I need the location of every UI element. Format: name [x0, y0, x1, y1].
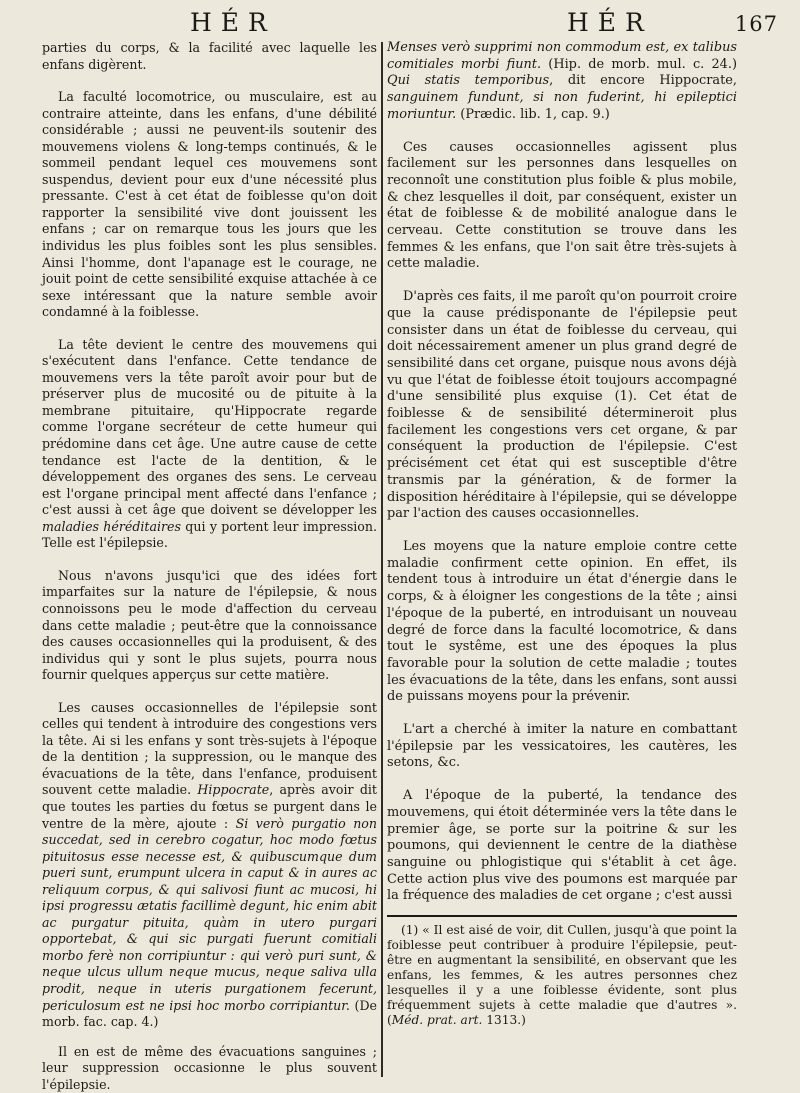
paragraph: parties du corps, & la facilité avec laquelle les enfans digèrent. [42, 40, 377, 72]
footnote-text: 1313.) [482, 1013, 526, 1028]
latin-quote: Qui statis temporibus [387, 73, 550, 89]
latin-quote: sanguinem fundunt, si non fuderint, hi epileptici moriuntur. [387, 90, 737, 122]
footnote-rule [387, 915, 737, 917]
running-head-left: HÉR [190, 8, 276, 37]
paragraph: La faculté locomotrice, ou musculaire, est au contraire atteinte, dans les enfans, d'une débilité considérable ; aussi ne peuvent-ils soutenir des mouvemens violens & long-temps continués, & le sommeil pendant lequel ces mouvemens sont suspendus, devient pour eux d'une nécessité plus pressante. C'est à cet état de foiblesse qu'on doit rapporter la sensibilité vive dont jouissent les enfans ; car on remarque tous les jours que les individus les plus foibles sont les plus sensibles. Ainsi l'homme, dont l'apanage est le courage, ne jouit point de cette sensibilité exquise attachée à ce sexe intéressant que la nature semble avoir condamné à la foiblesse. [42, 89, 377, 320]
paragraph: Nous n'avons jusqu'ici que des idées fort imparfaites sur la nature de l'épilepsie, & nous connoissons peu le mode d'affection du cerveau dans cette maladie ; peut-être que la connoissance des causes occasionnelles qui la produisent, & des individus qui y sont le plus sujets, pourra nous fournir quelques apperçus sur cette matière. [42, 567, 377, 683]
paragraph: A l'époque de la puberté, la tendance des mouvemens, qui étoit déterminée vers la tête dans le premier âge, se porte sur la poitrine & sur les poumons, qui deviennent le centre de la diathèse sanguine ou phlogistique qui s'établit à cet âge. Cette action plus vive des poumons est marquée par la fréquence des maladies de cet organe ; c'est aussi [387, 788, 737, 904]
left-column [42, 40, 377, 1093]
citation: (Hip. de morb. mul. c. 24.) [541, 56, 737, 72]
paragraph: D'après ces faits, il me paroît qu'on pourroit croire que la cause prédisponante de l'épilepsie peut consister dans un état de foiblesse du cerveau, qui doit nécessairement amener un plus grand degré de sensibilité dans cet organe, puisque nous avons déjà vu que l'état de foiblesse étoit toujours accompagné d'une sensibilité plus exquise (1). Cet état de foiblesse & de sensibilité détermineroit plus facilement les congestions vers cet organe, & par conséquent la production de l'épilepsie. C'est précisément cet état qui est susceptible d'être transmis par la génération, & de former la disposition héréditaire à l'épilepsie, qui se développe par l'action des causes occasionnelles. [387, 289, 737, 522]
citation: (Prædic. lib. 1, cap. 9.) [456, 106, 610, 122]
paragraph-text: Les causes occasionnelles de l'épilepsie sont celles qui tendent à introduire des congestions vers la tête. Ai si les enfans y sont très-sujets à l'époque de la dentition ; la suppression, ou le manque des évacuations de la tête, dans l'enfance, produisent souvent cette maladie. [42, 699, 377, 798]
citation: (De morb. fac. cap. 4.) [42, 997, 377, 1030]
paragraph: Les moyens que la nature emploie contre cette maladie confirment cette opinion. En effet, ils tendent tous à introduire un état d'énergie dans le corps, & à éloigner les congestions de la tête ; ainsi l'époque de la puberté, en introduisant un nouveau degré de force dans la faculté locomotrice, & dans tout le systême, est une des époques la plus favorable pour la solution de cette maladie ; toutes les évacuations de la tête, dans les enfans, sont aussi de puissans moyens pour la prévenir. [387, 538, 737, 705]
running-head-right: HÉR [567, 8, 653, 37]
paragraph [387, 40, 737, 124]
latin-quote: Menses verò supprimi non commodum est, ex talibus comitiales morbi fiunt. [387, 40, 737, 72]
paragraph [42, 337, 377, 552]
paragraph: Il en est de même des évacuations sanguines ; leur suppression occasionne le plus souvent l'épilepsie. [42, 1043, 377, 1092]
paragraph-text: qui y portent leur impression. Telle est l'épilepsie. [42, 518, 378, 551]
footnote-text: (1) « Il est aisé de voir, dit Cullen, jusqu'à que point la foiblesse peut contribuer à produire l'épilepsie, peut-être en augmentant la sensibilité, en observant que les enfans, les femmes, & les autres personnes chez lesquelles il y a une foiblesse évidente, sont plus fréquemment sujets à cette maladie que d'autres ». ( [387, 923, 737, 1028]
italic-term: maladies héréditaires [42, 518, 181, 534]
footnote-citation: Méd. prat. art. [391, 1013, 483, 1028]
paragraph [42, 700, 377, 1031]
right-column [387, 40, 737, 1093]
paragraph-text: , après avoir dit que toutes les parties du fœtus se purgent dans le ventre de la mère, ajoute : [42, 782, 377, 831]
text-columns [42, 40, 784, 1093]
latin-quote: Si verò purgatio non succedat, sed in cerebro cogatur, hoc modo fœtus pituitosus esse necesse est, & quibuscumque dum pueri sunt, erumpunt ulcera in caput & in aures ac reliquum corpus, & qui salivosi fiunt ac mucosi, hi ipsi progressu ætatis facillimè degunt, hic enim abit ac purgatur pituita, quàm in utero purgari opportebat, & qui sic purgati fuerunt comitiali morbo ferè non corripiuntur : qui verò puri sunt, & neque ulcus ullum neque mucus, neque saliva ulla prodit, neque in uteris purgationem fecerunt, periculosum est ne ipsi hoc morbo corripiantur. [42, 815, 377, 1013]
paragraph: Ces causes occasionnelles agissent plus facilement sur les personnes dans lesquelles on reconnoît une constitution plus foible & plus mobile, & chez lesquelles il doit, par conséquent, exister un état de foiblesse & de mobilité analogue dans le cerveau. Cette constitution se trouve dans les femmes & les enfans, que l'on sait être très-sujets à cette maladie. [387, 139, 737, 272]
page-number: 167 [734, 12, 778, 36]
paragraph-text: , dit encore Hippocrate, [549, 73, 737, 89]
column-divider [381, 42, 383, 1077]
author-name: Hippocrate [197, 782, 270, 798]
footnote [387, 923, 737, 1028]
running-head [42, 6, 784, 40]
paragraph: L'art a cherché à imiter la nature en combattant l'épilepsie par les vessicatoires, les cautères, les setons, &c. [387, 722, 737, 771]
paragraph-text: La tête devient le centre des mouvemens qui s'exécutent dans l'enfance. Cette tendance de mouvemens vers la tête paroît avoir pour but de préserver plus de mucosité ou de pituite à la membrane pituitaire, qu'Hippocrate regarde comme l'organe secréteur de cette humeur qui prédomine dans cet âge. Une autre cause de cette tendance est l'acte de la dentition, & le développement des organes des sens. Le cerveau est l'organe principal ment affecté dans l'enfance ; c'est aussi à cet âge que doivent se développer les [42, 336, 377, 518]
